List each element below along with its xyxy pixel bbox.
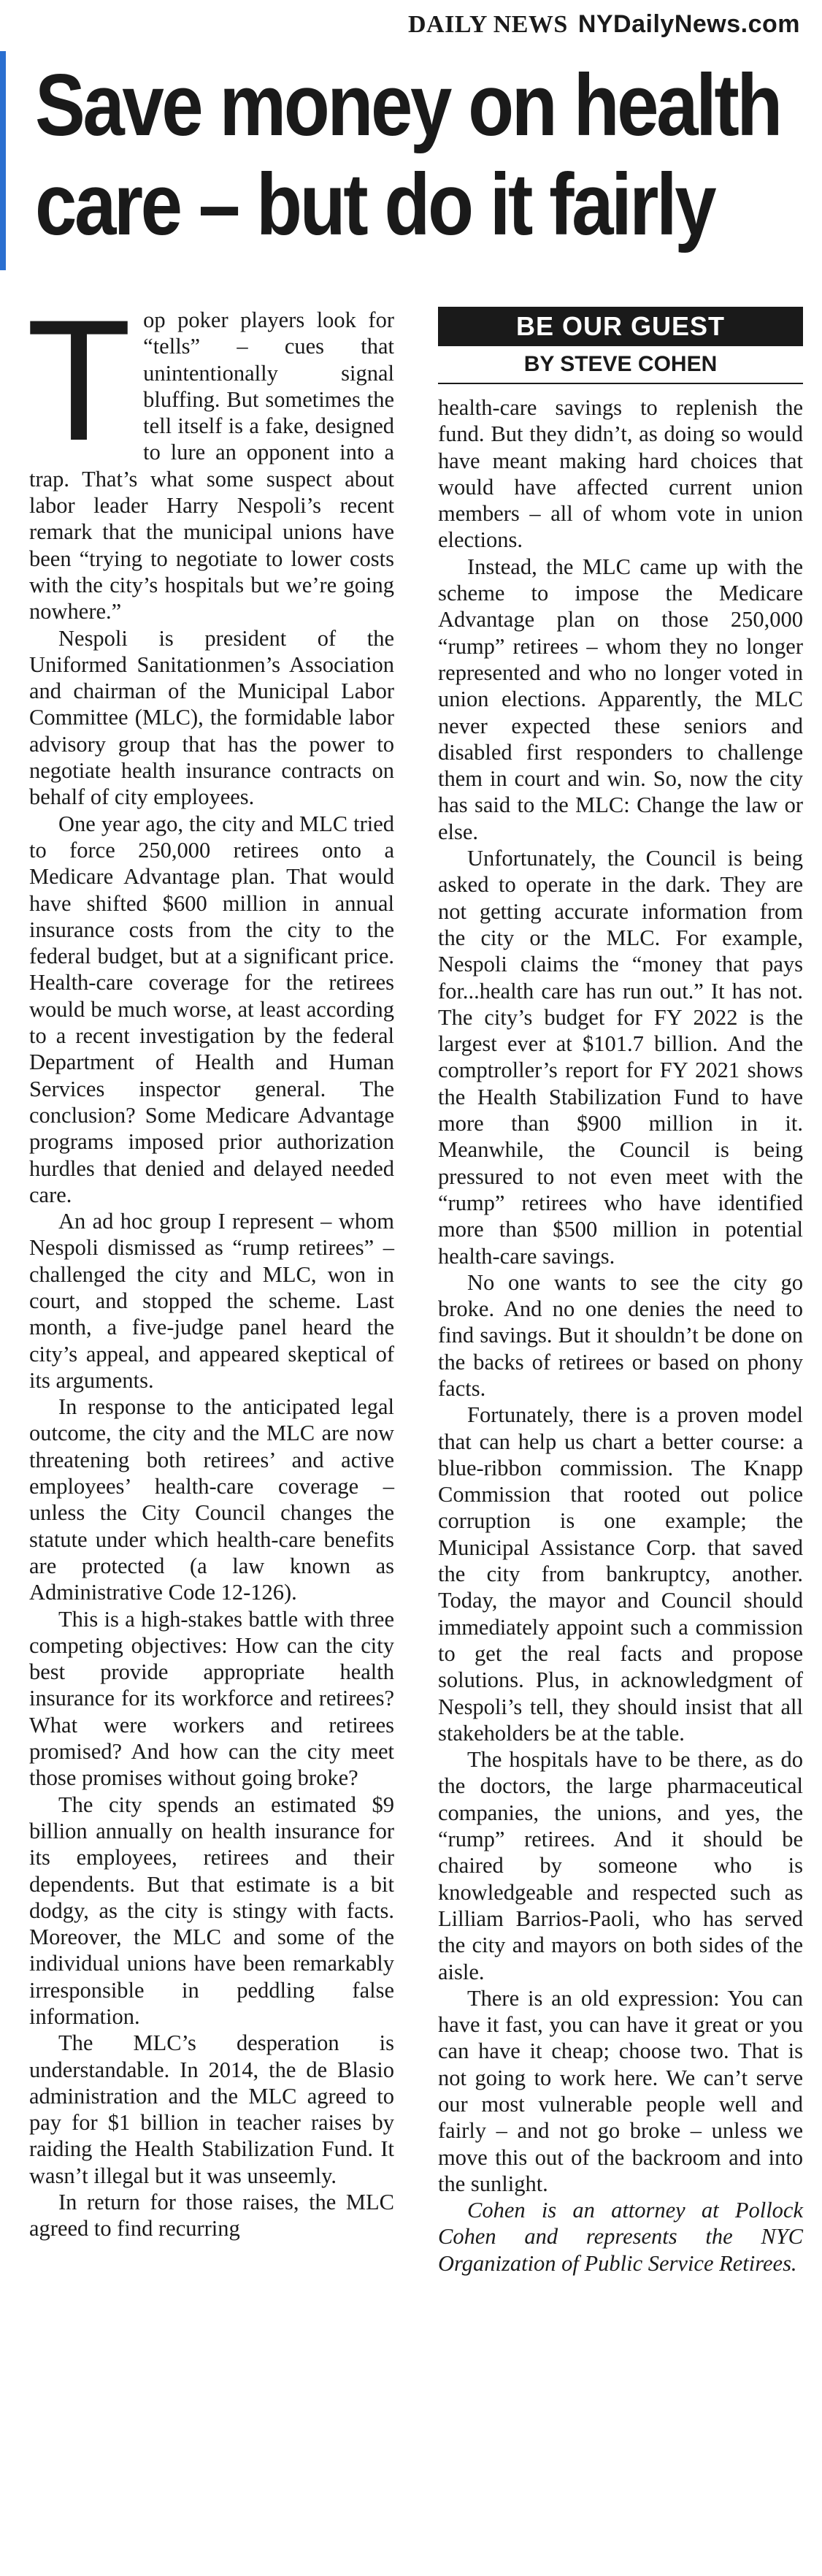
paragraph: The hospitals have to be there, as do the doctors, the large pharmaceutical companies, the unions, and yes, the “rump” retirees. And it should be chaired by someone who is knowledgeable and respected such as Lilliam Barrios-Paoli, who has served the city and mayors on both sides of the aisle. <box>438 1747 803 1984</box>
paragraph: Fortunately, there is a proven model that can help us chart a better course: a blue-ribbon commission. The Knapp Commission that rooted out police corruption is one example; the Municipal Assistance Corp. that saved the city from bankruptcy, another. Today, the mayor and Council should immediately appoint such a commission to get the real facts and propose solutions. Plus, in acknowledgment of Nespoli’s tell, they should insist that all stakeholders be at the table. <box>438 1402 803 1746</box>
masthead-bar <box>0 0 822 53</box>
masthead-paper-name: DAILY NEWS <box>408 11 568 38</box>
paragraph: An ad hoc group I represent – whom Nespoli dismissed as “rump retirees” – challenged the city and MLC, won in court, and stopped the scheme. Last month, a five-judge panel heard the city’s appeal, and appeared skeptical of its arguments. <box>29 1209 394 1393</box>
paragraph: Unfortunately, the Council is being asked to operate in the dark. They are not getting accurate information from the city or the MLC. For example, Nespoli claims the “money that pays for...health care has run out.” It has not. The city’s budget for FY 2022 is the largest ever at $101.7 billion. And the comptroller’s report for FY 2021 shows the Health Stabilization Fund to have more than $900 million in it. Meanwhile, the Council is being pressured to not even meet with the “rump” retirees who have identified more than $500 million in potential health-care savings. <box>438 846 803 1269</box>
right-column <box>438 307 803 2277</box>
accent-bar <box>0 51 6 270</box>
drop-cap: T <box>26 284 132 477</box>
paragraph: This is a high-stakes battle with three competing objectives: How can the city best provide appropriate health insurance for its workforce and retirees? What were workers and retirees promised? And how can the city meet those promises without going broke? <box>29 1606 394 1791</box>
masthead <box>408 10 800 39</box>
headline-line-1: Save money on health <box>35 56 780 154</box>
author-note: Cohen is an attorney at Pollock Cohen and represents the NYC Organization of Public Service Retirees. <box>438 2198 803 2276</box>
paragraph: The MLC’s desperation is understandable. In 2014, the de Blasio administration and the MLC agreed to pay for $1 billion in teacher raises by raiding the Health Stabilization Fund. It wasn’t illegal but it was unseemly. <box>29 2030 394 2188</box>
headline-line-2: care – but do it fairly <box>35 156 715 253</box>
masthead-site: NYDailyNews.com <box>577 10 800 38</box>
paragraph: In response to the anticipated legal outcome, the city and the MLC are now threatening both retirees’ and active employees’ health-care coverage – unless the City Council changes the statute under which health-care benefits are protected (a law known as Administrative Code 12-126). <box>29 1394 394 1605</box>
left-column <box>26 284 394 2242</box>
be-our-guest-label: BE OUR GUEST <box>438 307 803 346</box>
paragraph: Nespoli is president of the Uniformed Sanitationmen’s Association and chairman of the Municipal Labor Committee (MLC), the formidable labor advisory group that has the power to negotiate health insurance contracts on behalf of city employees. <box>29 625 394 810</box>
paragraph: health-care savings to replenish the fund. But they didn’t, as doing so would have meant making hard choices that would have affected current union members – all of whom vote in union elections. <box>438 395 803 553</box>
guest-box <box>438 307 803 384</box>
paragraph <box>26 284 394 625</box>
headline <box>35 56 780 254</box>
paragraph: Instead, the MLC came up with the scheme to impose the Medicare Advantage plan on those 250,000 “rump” retirees – whom they no longer represented and who no longer voted in union elections. Apparently, the MLC never expected these seniors and disabled first responders to challenge them in court and win. So, now the city has said to the MLC: Change the law or else. <box>438 554 803 844</box>
article-body <box>26 284 803 2571</box>
paragraph: In return for those raises, the MLC agreed to find recurring <box>29 2190 394 2241</box>
paragraph: The city spends an estimated $9 billion annually on health insurance for its employees, retirees and their dependents. But that estimate is a bit dodgy, as the city is stingy with facts. Moreover, the MLC and some of the individual unions have been remarkably irresponsible in peddling false information. <box>29 1792 394 2029</box>
paragraph-text: op poker players look for “tells” – cues that unintentionally signal bluffing. But sometimes the tell itself is a fake, designed to lure an opponent into a trap. That’s what some suspect about labor leader Harry Nespoli’s recent remark that the municipal unions have been “trying to negotiate to lower costs with the city’s hospitals but we’re going nowhere.” <box>29 307 394 624</box>
paragraph: No one wants to see the city go broke. And no one denies the need to find savings. But it shouldn’t be done on the backs of retirees or based on phony facts. <box>438 1269 803 1401</box>
paragraph: There is an old expression: You can have it fast, you can have it great or you can have it cheap; choose two. That is not going to work here. We can’t serve our most vulnerable people well and fairly – and not go broke – unless we move this out of the backroom and into the sunlight. <box>438 1985 803 2196</box>
byline: BY STEVE COHEN <box>438 346 803 384</box>
paragraph: One year ago, the city and MLC tried to force 250,000 retirees onto a Medicare Advantage plan. That would have shifted $600 million in annual insurance costs from the city to the federal budget, but at a significant price. Health-care coverage for the retirees would be much worse, at least according to a recent investigation by the federal Department of Health and Human Services inspector general. The conclusion? Some Medicare Advantage programs imposed prior authorization hurdles that denied and delayed needed care. <box>29 811 394 1207</box>
